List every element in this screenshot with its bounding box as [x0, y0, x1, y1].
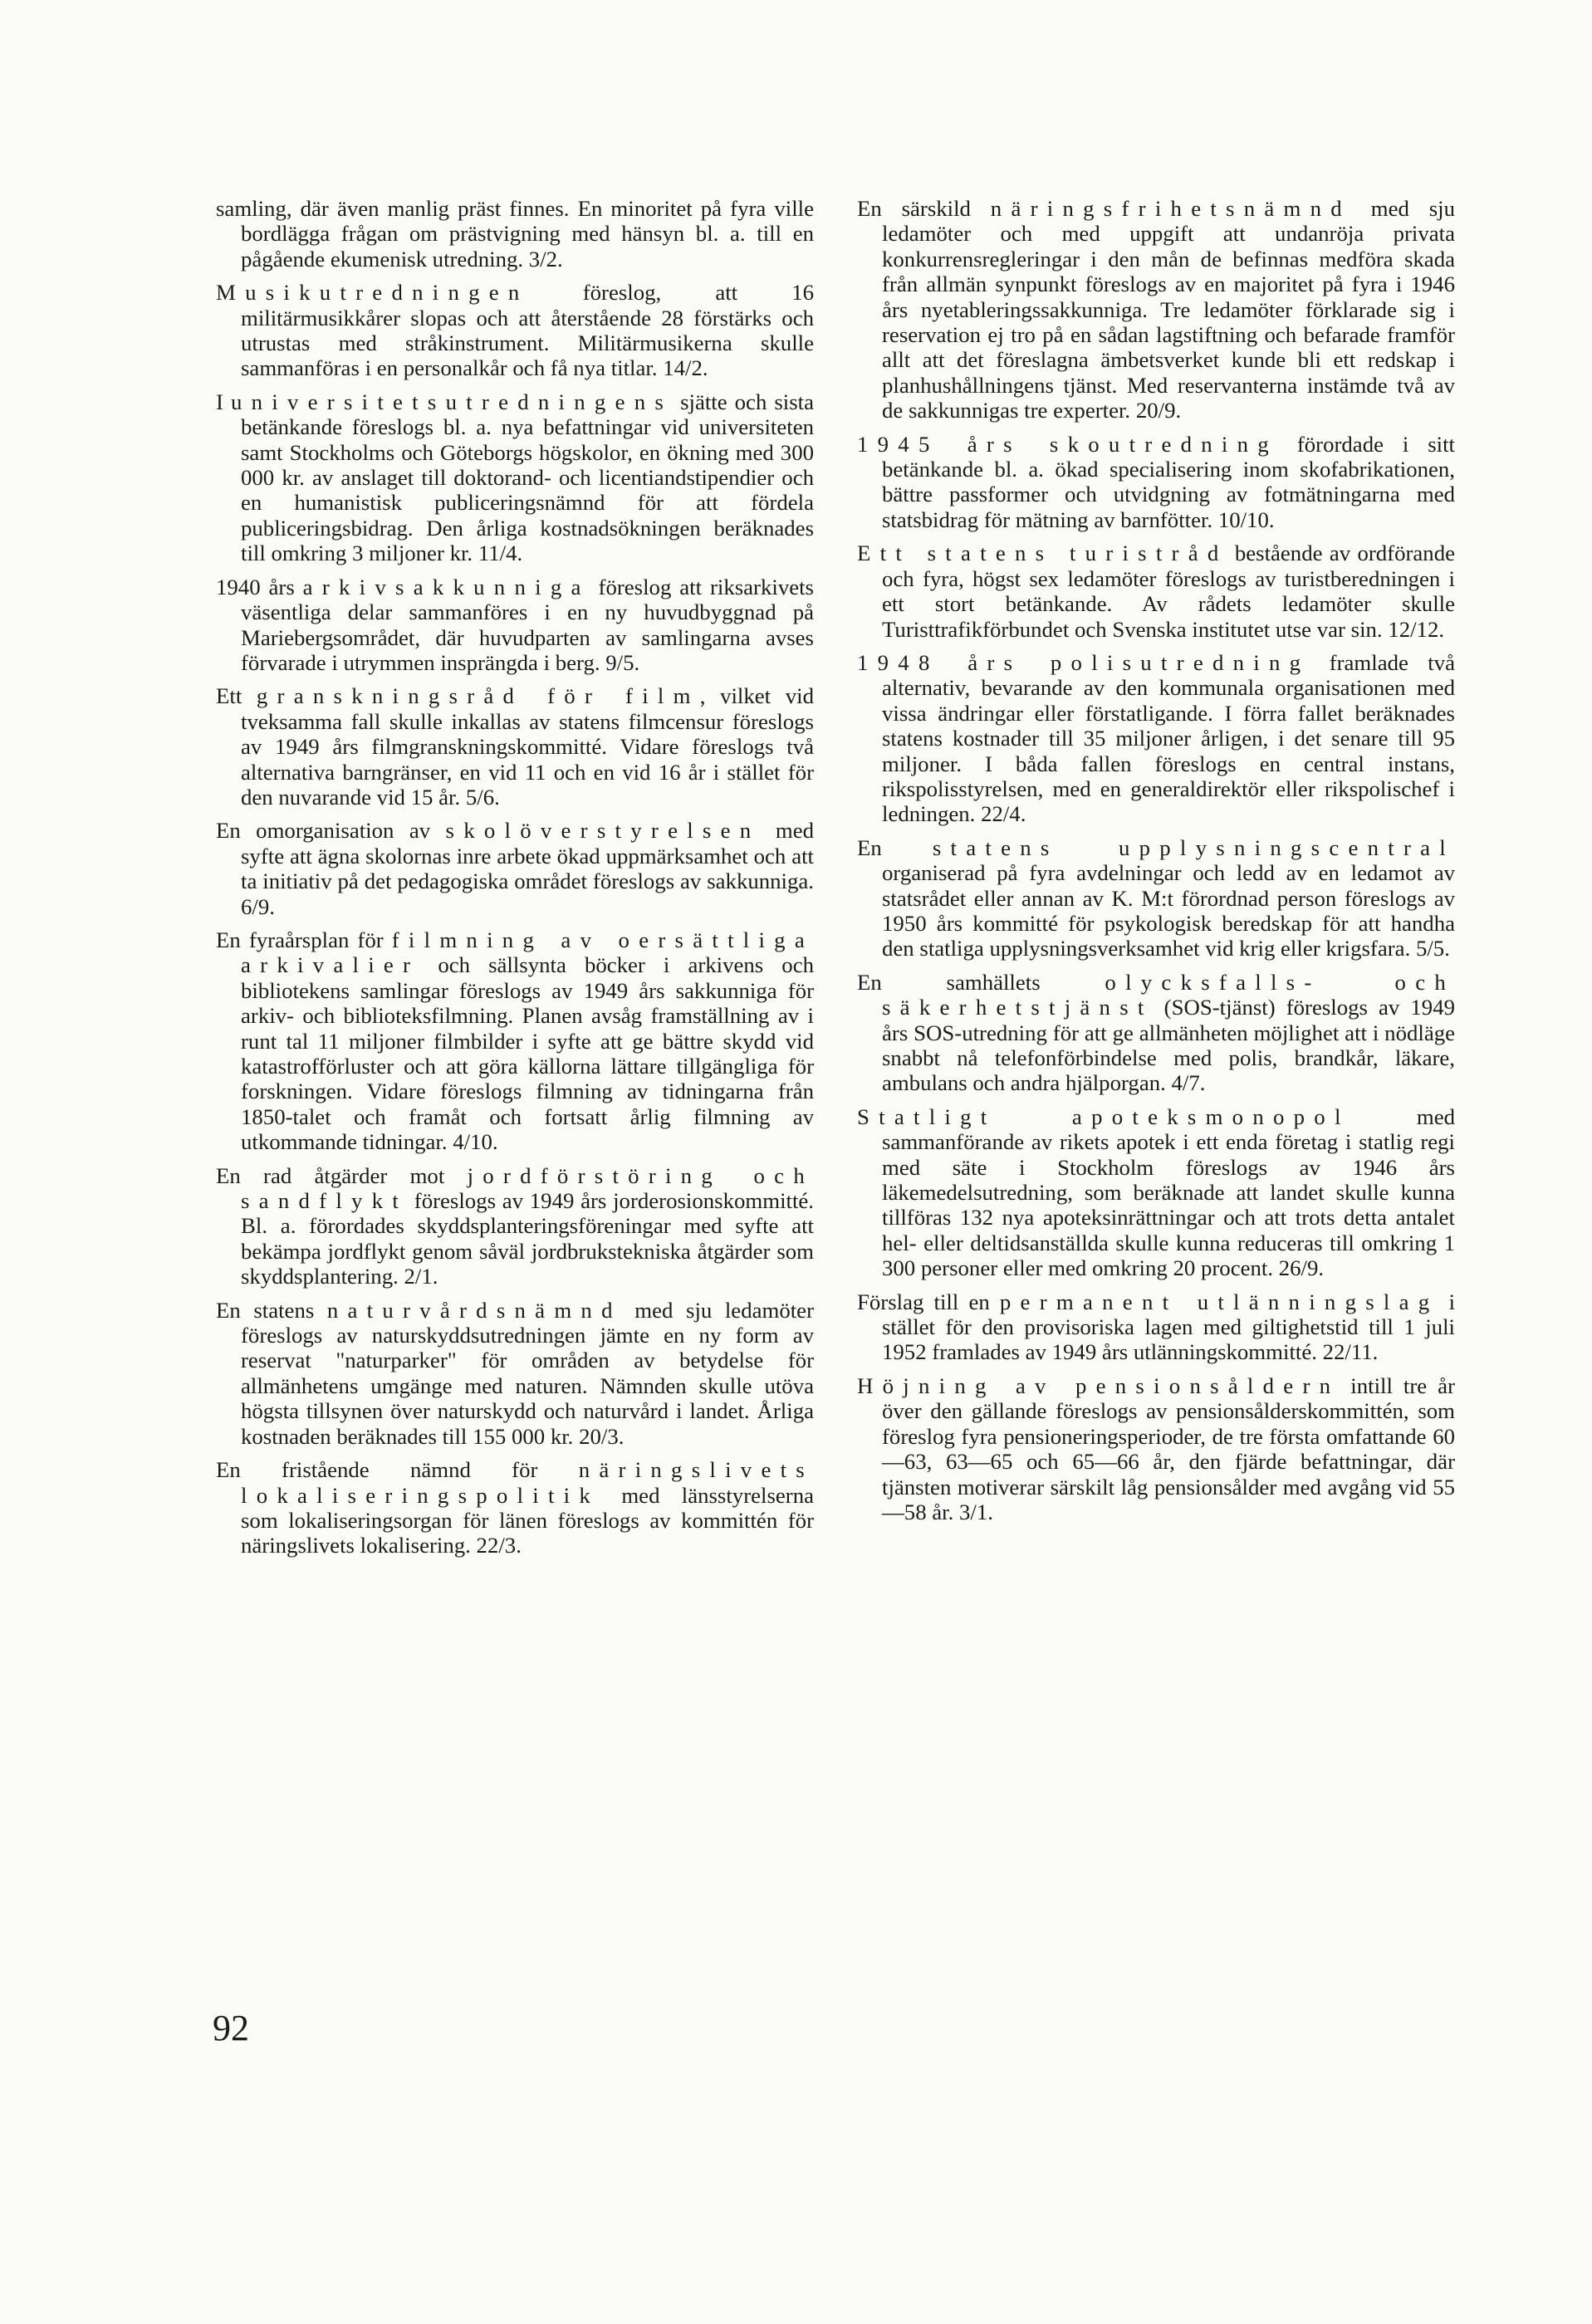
spaced-keyword: näringslivets lokaliseringspolitik — [241, 1457, 814, 1508]
left-column — [216, 196, 814, 1567]
spaced-keyword: skolöverstyrelsen — [445, 818, 761, 844]
spaced-keyword: 1948 års polisutredning — [857, 649, 1310, 675]
spaced-keyword: granskningsråd för film — [256, 683, 700, 709]
spaced-keyword: Statligt apoteksmonopol — [857, 1103, 1350, 1129]
entry-paragraph: En fristående nämnd för näringslivets lokaliseringspolitik med länsstyrelserna som lokaliseringsorgan för länen föreslogs av kommittén för näringslivets lokalisering. 22/3. — [216, 1457, 814, 1558]
page-number: 92 — [213, 2008, 249, 2048]
spaced-keyword: permanent utlänningslag — [999, 1289, 1439, 1314]
entry-paragraph: Statligt apoteksmonopol med sammanförande av rikets apotek i ett enda företag i statlig regi med säte i Stockholm föreslogs av 1946 års läkemedelsutredning, som beräknade att landet skulle kunna tillföras 132 nya apoteksinrättningar och att trots detta antalet hel- eller deltidsanställda skulle kunna reduceras till omkring 1 300 personer eller med omkring 20 procent. 26/9. — [857, 1103, 1455, 1281]
entry-paragraph: En särskild näringsfrihetsnämnd med sju ledamöter och med uppgift att undanröja privata konkurrensregleringar i den mån de befinnas medföra skada från allmän synpunkt föreslogs av en majoritet på fyra i 1946 års nyetableringssakkunniga. Tre ledamöter förklarade sig i reservation ej tro på en sådan lagstiftning och befarade framför allt att det föreslagna ämbetsverket kunde bli ett redskap i planhushållningens tjänst. Med reservanterna instämde två av de sakkunnigas tre experter. 20/9. — [857, 196, 1456, 423]
spaced-keyword: Musikutredningen — [216, 280, 529, 306]
entry-paragraph: En rad åtgärder mot jordförstöring och sandflykt föreslogs av 1949 års jorderosionskommitté. Bl. a. förordades skyddsplanteringsföreningar med syfte att bekämpa jordflykt genom såväl jordbrukstekniska åtgärder som skyddsplantering. 2/1. — [216, 1162, 814, 1289]
spaced-keyword: Höjning av pensionsåldern — [857, 1372, 1340, 1398]
right-column — [857, 196, 1455, 1533]
entry-paragraph: En omorganisation av skolöverstyrelsen med syfte att ägna skolornas inre arbete ökad uppmärksamhet och att ta initiativ på det pedagogiska området föreslogs av sakkunniga. 6/9. — [216, 818, 814, 919]
entry-paragraph: En fyraårsplan för filmning av oersättliga arkivalier och sällsynta böcker i arkivens och bibliotekens samlingar föreslogs av 1949 års sakkunniga för arkiv- och biblioteksfilmning. Planen avsåg framställning av i runt tal 11 miljoner filmbilder i syfte att ge bättre skydd vid katastrofförluster och att göra källorna lättare tillgängliga för forskningen. Vidare föreslogs filmning av tidningarna från 1850-talet och framåt och fortsatt årlig filmning av utkommande tidningar. 4/10. — [216, 927, 814, 1155]
entry-paragraph: En statens upplysningscentral organiserad på fyra avdelningar och ledd av en ledamot av statsrådet eller annan av K. M:t förordnad person föreslogs av 1950 års kommitté för psykologisk beredskap för att handha den statliga upplysningsverksamhet vid krig eller krigsfara. 5/5. — [857, 834, 1455, 961]
spaced-keyword: olycksfalls- och säkerhetstjänst — [882, 969, 1455, 1020]
spaced-keyword: statens upplysningscentral — [932, 834, 1455, 860]
entry-paragraph: Förslag till en permanent utlänningslag i stället för den provisoriska lagen med giltighetstid till 1 juli 1952 framlades av 1949 års utlänningskommitté. 22/11. — [857, 1289, 1456, 1365]
entry-paragraph: Musikutredningen föreslog, att 16 militärmusikkårer slopas och att återstående 28 förstärks och utrustas med stråkinstrument. Militärmusikerna skulle sammanföras i en personalkår och få nya titlar. 14/2. — [216, 280, 814, 381]
entry-paragraph: Ett statens turistråd bestående av ordförande och fyra, högst sex ledamöter föreslogs av turistberedningen i ett stort betänkande. Av rådets ledamöter skulle Turisttrafikförbundet och Svenska institutet utse var sin. 12/12. — [857, 541, 1455, 642]
entry-paragraph: 1945 års skoutredning förordade i sitt betänkande bl. a. ökad specialisering inom skofabrikationen, bättre passformer och utvidgning av fotmätningarna med statsbidrag för mätning av barnfötter. 10/10. — [857, 431, 1455, 532]
spaced-keyword: naturvårdsnämnd — [326, 1297, 622, 1323]
entry-paragraph: En samhällets olycksfalls- och säkerhetstjänst (SOS-tjänst) föreslogs av 1949 års SOS-utredning för att ge allmänheten möjlighet att i nödläge snabbt nå telefonförbindelse med polis, brandkår, läkare, ambulans och andra hjälporgan. 4/7. — [857, 969, 1455, 1096]
spaced-keyword: arkivsakkunniga — [302, 574, 590, 599]
spaced-keyword: filmning av oersättliga arkivalier — [241, 927, 814, 978]
entry-paragraph: Ett granskningsråd för film, vilket vid tveksamma fall skulle inkallas av statens filmcensur föreslogs av 1949 års filmgranskningskommitté. Vidare föreslogs två alternativa barngränser, en vid 11 och en vid 16 år i stället för den nuvarande vid 15 år. 5/6. — [216, 683, 814, 810]
entry-paragraph: samling, där även manlig präst finnes. En minoritet på fyra ville bordlägga frågan om prästvigning med hänsyn bl. a. till en pågående ekumenisk utredning. 3/2. — [216, 196, 814, 272]
spaced-keyword: universitetsutredningens — [230, 389, 674, 414]
spaced-keyword: Ett statens turistråd — [857, 541, 1228, 566]
entry-paragraph: En statens naturvårdsnämnd med sju ledamöter föreslogs av naturskyddsutredningen jämte en ny form av reservat "naturparker" för områden av betydelse för allmänhetens umgänge med naturen. Nämnden skulle utöva högsta tillsynen över naturskydd och naturvård i landet. Årliga kostnaden beräknades till 155 000 kr. 20/3. — [216, 1297, 814, 1449]
spaced-keyword: näringsfrihetsnämnd — [990, 196, 1351, 221]
spaced-keyword: 1945 års skoutredning — [857, 431, 1278, 457]
entry-paragraph: 1948 års polisutredning framlade två alternativ, bevarande av den kommunala organisationen med vissa ändringar eller förstatligande. I förra fallet beräknades statens kostnader till 35 miljoner årligen, i det senare till 95 miljoner. I båda fallen föreslogs en central instans, rikspolisstyrelsen, med en generaldirektör eller rikspolischef i ledningen. 22/4. — [857, 649, 1455, 827]
entry-paragraph: 1940 års arkivsakkunniga föreslog att riksarkivets väsentliga delar sammanföres i en ny huvudbyggnad på Mariebergsområdet, där huvudparten av samlingarna avses förvarade i utrymmen insprängda i berg. 9/5. — [216, 574, 814, 675]
spaced-keyword: jordförstöring och sandflykt — [241, 1162, 814, 1214]
entry-paragraph: Höjning av pensionsåldern intill tre år över den gällande föreslogs av pensionsålderskommittén, som föreslog fyra pensioneringsperioder, de tre första omfattande 60—63, 63—65 och 65—66 år, den fjärde befattningar, där tjänsten motiverar särskilt låg pensionsålder med avgång vid 55—58 år. 3/1. — [857, 1372, 1455, 1524]
entry-paragraph: I universitetsutredningens sjätte och sista betänkande föreslogs bl. a. nya befattningar vid universiteten samt Stockholms och Göteborgs högskolor, en ökning med 300 000 kr. av anslaget till doktorand- och licentiandstipendier och en humanistisk publiceringsnämnd för att fördela publiceringsbidrag. Den årliga kostnadsökningen beräknades till omkring 3 miljoner kr. 11/4. — [216, 389, 815, 566]
